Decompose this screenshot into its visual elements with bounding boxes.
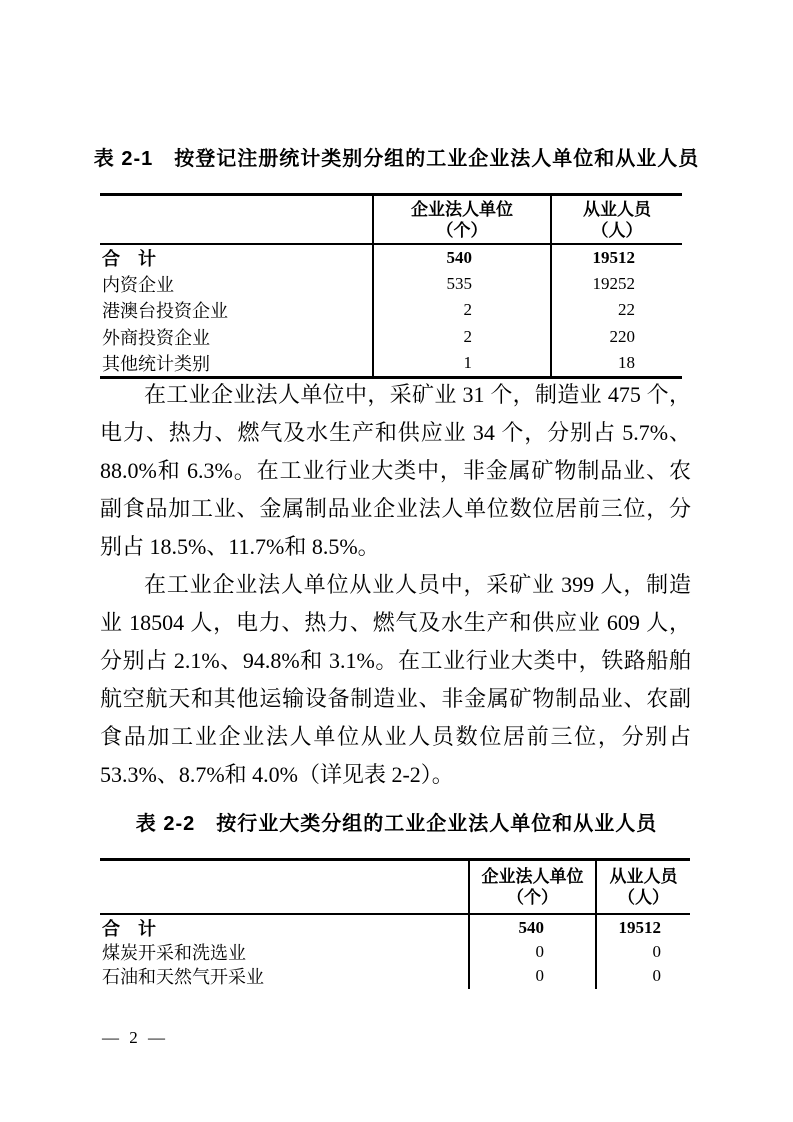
row-label: 合 计 bbox=[102, 919, 156, 939]
header-units-line1: 企业法人单位 bbox=[481, 867, 584, 886]
row-units-value: 535 bbox=[372, 271, 550, 297]
row-label: 其他统计类别 bbox=[102, 353, 210, 374]
table-row bbox=[100, 939, 690, 963]
row-units-value: 0 bbox=[468, 939, 595, 965]
header-units-line2: （个） bbox=[436, 220, 488, 240]
row-persons-value: 220 bbox=[550, 324, 682, 350]
row-units-value: 1 bbox=[372, 350, 550, 376]
table-2-1 bbox=[100, 193, 682, 379]
row-label: 外商投资企业 bbox=[102, 327, 210, 348]
table-row bbox=[100, 350, 682, 376]
table-2-1-header-stub bbox=[100, 196, 372, 243]
table-row bbox=[100, 324, 682, 350]
table-row bbox=[100, 963, 690, 987]
header-units-line2: （个） bbox=[507, 888, 558, 907]
row-units-value: 2 bbox=[372, 297, 550, 323]
row-persons-value: 22 bbox=[550, 297, 682, 323]
row-persons-value: 19512 bbox=[550, 245, 682, 271]
row-persons-value: 18 bbox=[550, 350, 682, 376]
table-2-2 bbox=[100, 858, 690, 987]
header-persons-line2: （人） bbox=[618, 888, 669, 907]
header-persons-line2: （人） bbox=[591, 220, 643, 240]
paragraph-units-by-sector: 在工业企业法人单位中，采矿业 31 个，制造业 475 个，电力、热力、燃气及水生产和供应业 34 个，分别占 5.7%、88.0%和 6.3%。在工业行业大类中，非金属矿物制品业、农副食品加工业、金属制品业企业法人单位数位居前三位，分别占 18.5%、11.7%和 8.5%。 bbox=[100, 382, 691, 559]
body-text bbox=[100, 376, 691, 794]
row-label: 港澳台投资企业 bbox=[102, 301, 228, 322]
table-2-1-header-persons bbox=[550, 196, 682, 243]
page-number: — 2 — bbox=[102, 1028, 168, 1047]
header-units-line1: 企业法人单位 bbox=[411, 199, 513, 219]
row-units-value: 540 bbox=[372, 245, 550, 271]
row-label: 内资企业 bbox=[102, 275, 174, 296]
table-2-2-title: 表 2-2 按行业大类分组的工业企业法人单位和从业人员 bbox=[135, 813, 658, 835]
table-2-2-header-units bbox=[468, 861, 595, 913]
table-row bbox=[100, 915, 690, 939]
table-row bbox=[100, 297, 682, 323]
row-units-value: 2 bbox=[372, 324, 550, 350]
table-2-2-header-persons bbox=[595, 861, 690, 913]
table-row bbox=[100, 245, 682, 271]
paragraph-employees-by-sector: 在工业企业法人单位从业人员中，采矿业 399 人，制造业 18504 人，电力、热力、燃气及水生产和供应业 609 人，分别占 2.1%、94.8%和 3.1%。在工业行业大类中，铁路船舶航空航天和其他运输设备制造业、非金属矿物制品业、农副食品加工业企业法人单位从业人员数位居前三位，分别占 53.3%、8.7%和 4.0%（详见表 2-2）。 bbox=[100, 572, 691, 787]
row-label: 石油和天然气开采业 bbox=[102, 967, 264, 987]
header-persons-line1: 从业人员 bbox=[583, 199, 651, 219]
row-label: 煤炭开采和洗选业 bbox=[102, 943, 246, 963]
row-units-value: 540 bbox=[468, 915, 595, 941]
table-2-2-header-row bbox=[100, 861, 690, 915]
row-label: 合 计 bbox=[102, 249, 156, 270]
row-units-value: 0 bbox=[468, 963, 595, 989]
table-2-1-header-row bbox=[100, 196, 682, 245]
header-persons-line1: 从业人员 bbox=[609, 867, 678, 886]
table-row bbox=[100, 271, 682, 297]
table-2-2-header-stub bbox=[100, 861, 468, 913]
table-2-1-header-units bbox=[372, 196, 550, 243]
row-persons-value: 19252 bbox=[550, 271, 682, 297]
row-persons-value: 0 bbox=[595, 939, 690, 965]
row-persons-value: 0 bbox=[595, 963, 690, 989]
table-2-1-title: 表 2-1 按登记注册统计类别分组的工业企业法人单位和从业人员 bbox=[93, 148, 700, 170]
row-persons-value: 19512 bbox=[595, 915, 690, 941]
